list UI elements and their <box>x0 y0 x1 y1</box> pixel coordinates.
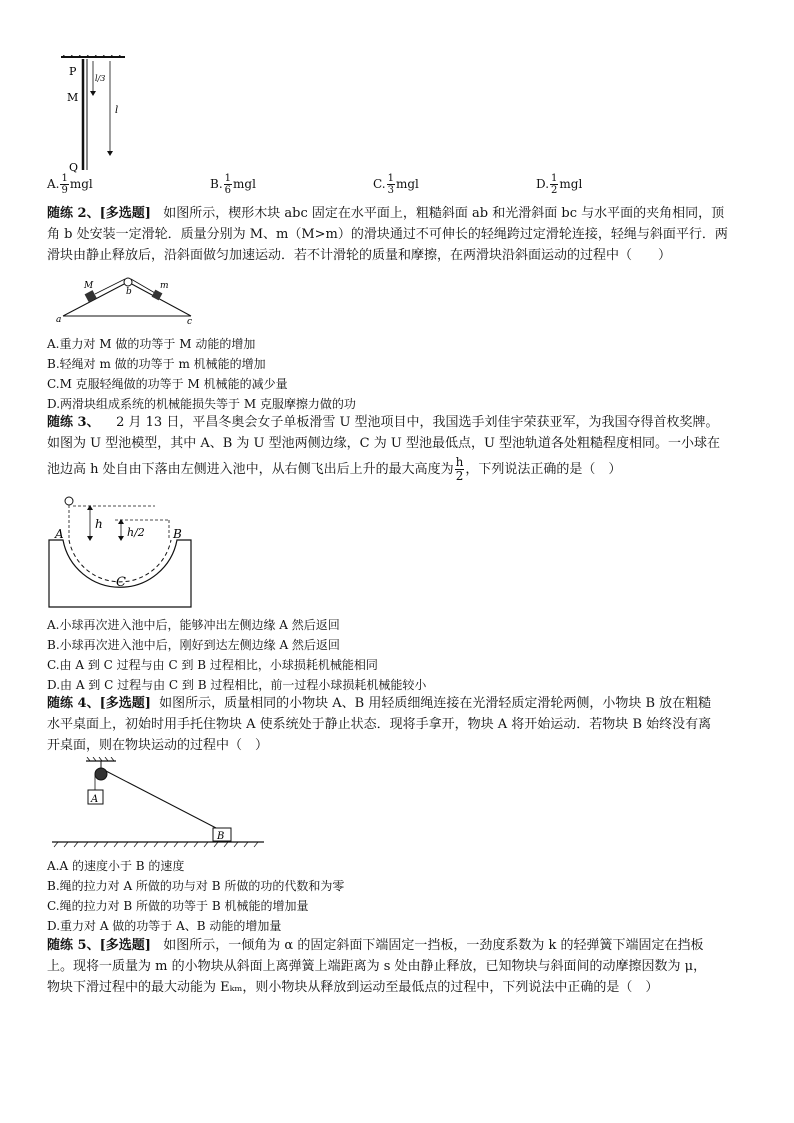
q3-option-b: B.小球再次进入池中后，刚好到达左侧边缘 A 然后返回 <box>47 638 340 652</box>
q1-option-b-fraction: $\frac{1}{6}$ <box>224 173 232 196</box>
q4-line-1: 随练 4、[多选题] 如图所示，质量相同的小物块 A、B 用轻质细绳连接在光滑轻质定滑轮两侧，小物块 B 放在粗糙 <box>47 696 712 711</box>
q3-label-C: C <box>116 575 126 590</box>
q2-line-1: 随练 2、[多选题] 如图所示，楔形木块 abc 固定在水平面上，粗糙斜面 ab 和光滑斜面 bc 与水平面的夹角相同，顶 <box>47 206 725 221</box>
q3-title: 随练 3、 <box>47 415 100 430</box>
q2-line-2: 角 b 处安装一定滑轮．质量分别为 M、m（M>m）的滑块通过不可伸长的轻绳跨过定滑轮连接，轻绳与斜面平行．两 <box>47 227 728 242</box>
q1-label-l: l <box>115 105 119 116</box>
q3-line-3: 池边高 h 处自由下落由左侧进入池中，从右侧飞出后上升的最大高度为 $\frac{h}{2}$ ，下列说法正确的是（ ） <box>47 455 622 483</box>
q4-option-a: A.A 的速度小于 B 的速度 <box>47 859 185 873</box>
q2-label-a: a <box>56 315 62 324</box>
q4-title: 随练 4、[多选题] <box>47 696 151 711</box>
q5-title: 随练 5、[多选题] <box>47 938 151 953</box>
q3-label-h: h <box>95 517 103 531</box>
q3-line-1: 随练 3、 2 月 13 日，平昌冬奥会女子单板滑雪 U 型池项目中，我国选手刘佳宇荣获亚军，为我国夺得首枚奖牌。 <box>47 415 719 430</box>
q4-option-b: B.绳的拉力对 A 所做的功与对 B 所做的功的代数和为零 <box>47 879 345 893</box>
q1-figure <box>55 55 135 175</box>
q5-line-1: 随练 5、[多选题] 如图所示，一倾角为 α 的固定斜面下端固定一挡板，一劲度系数为 k 的轻弹簧下端固定在挡板 <box>47 938 704 953</box>
q2-label-M: M <box>84 281 94 291</box>
q1-option-a: A. $\frac{1}{9}$ mgl <box>47 173 93 196</box>
q2-option-b: B.轻绳对 m 做的功等于 m 机械能的增加 <box>47 357 266 371</box>
q3-label-h2: h/2 <box>127 526 145 539</box>
q4-option-c: C.绳的拉力对 B 所做的功等于 B 机械能的增加量 <box>47 899 309 913</box>
q1-label-M: M <box>67 91 79 104</box>
q2-label-m: m <box>160 281 169 291</box>
q4-option-d: D.重力对 A 做的功等于 A、B 动能的增加量 <box>47 919 282 933</box>
q3-option-a: A.小球再次进入池中后，能够冲出左侧边缘 A 然后返回 <box>47 618 340 632</box>
q1-label-Q: Q <box>69 161 79 174</box>
q3-option-c: C.由 A 到 C 过程与由 C 到 B 过程相比，小球损耗机械能相同 <box>47 658 378 672</box>
q2-title: 随练 2、[多选题] <box>47 206 151 221</box>
q5-line-2: 上。现将一质量为 m 的小物块从斜面上离弹簧上端距离为 s 处由静止释放，已知物块与斜面间的动摩擦因数为 μ， <box>47 959 707 974</box>
q1-option-c: C. $\frac{1}{3}$ mgl <box>373 173 419 196</box>
q1-option-d-fraction: $\frac{1}{2}$ <box>551 173 558 196</box>
q2-label-b: b <box>126 287 132 297</box>
q1-label-l3: l/3 <box>95 74 106 83</box>
q2-figure <box>55 272 205 324</box>
q2-label-c: c <box>187 317 193 324</box>
q4-label-A: A <box>91 794 99 805</box>
q4-label-B: B <box>217 831 225 842</box>
q4-line-3: 开桌面，则在物块运动的过程中（ ） <box>47 738 269 753</box>
q3-label-A: A <box>55 527 64 541</box>
q1-option-a-fraction: $\frac{1}{9}$ <box>61 173 68 196</box>
q1-option-c-fraction: $\frac{1}{3}$ <box>387 173 394 196</box>
q4-figure <box>48 757 268 855</box>
q1-option-b: B. $\frac{1}{6}$ mgl <box>210 173 256 196</box>
q3-label-B: B <box>173 527 182 541</box>
q1-option-d: D. $\frac{1}{2}$ mgl <box>536 173 583 196</box>
q3-fraction-h-over-2: $\frac{h}{2}$ <box>455 455 464 483</box>
q2-line-3: 滑块由静止释放后，沿斜面做匀加速运动．若不计滑轮的质量和摩擦，在两滑块沿斜面运动的过程中（ ） <box>47 248 672 263</box>
q4-line-2: 水平桌面上，初始时用手托住物块 A 使系统处于静止状态．现将手拿开，物块 A 将开始运动．若物块 B 始终没有离 <box>47 717 712 732</box>
q2-option-d: D.两滑块组成系统的机械能损失等于 M 克服摩擦力做的功 <box>47 397 356 411</box>
q3-figure <box>45 492 195 612</box>
q2-option-a: A.重力对 M 做的功等于 M 动能的增加 <box>47 337 256 351</box>
q2-option-c: C.M 克服轻绳做的功等于 M 机械能的减少量 <box>47 377 288 391</box>
q1-label-P: P <box>69 65 77 78</box>
q5-line-3: 物块下滑过程中的最大动能为 Eₖₘ，则小物块从释放到运动至最低点的过程中，下列说法中正确的是（ ） <box>47 980 659 995</box>
q3-option-d: D.由 A 到 C 过程与由 C 到 B 过程相比，前一过程小球损耗机械能较小 <box>47 678 427 692</box>
q3-line-2: 如图为 U 型池模型，其中 A、B 为 U 型池两侧边缘，C 为 U 型池最低点，U 型池轨道各处粗糙程度相同。一小球在 <box>47 436 721 451</box>
